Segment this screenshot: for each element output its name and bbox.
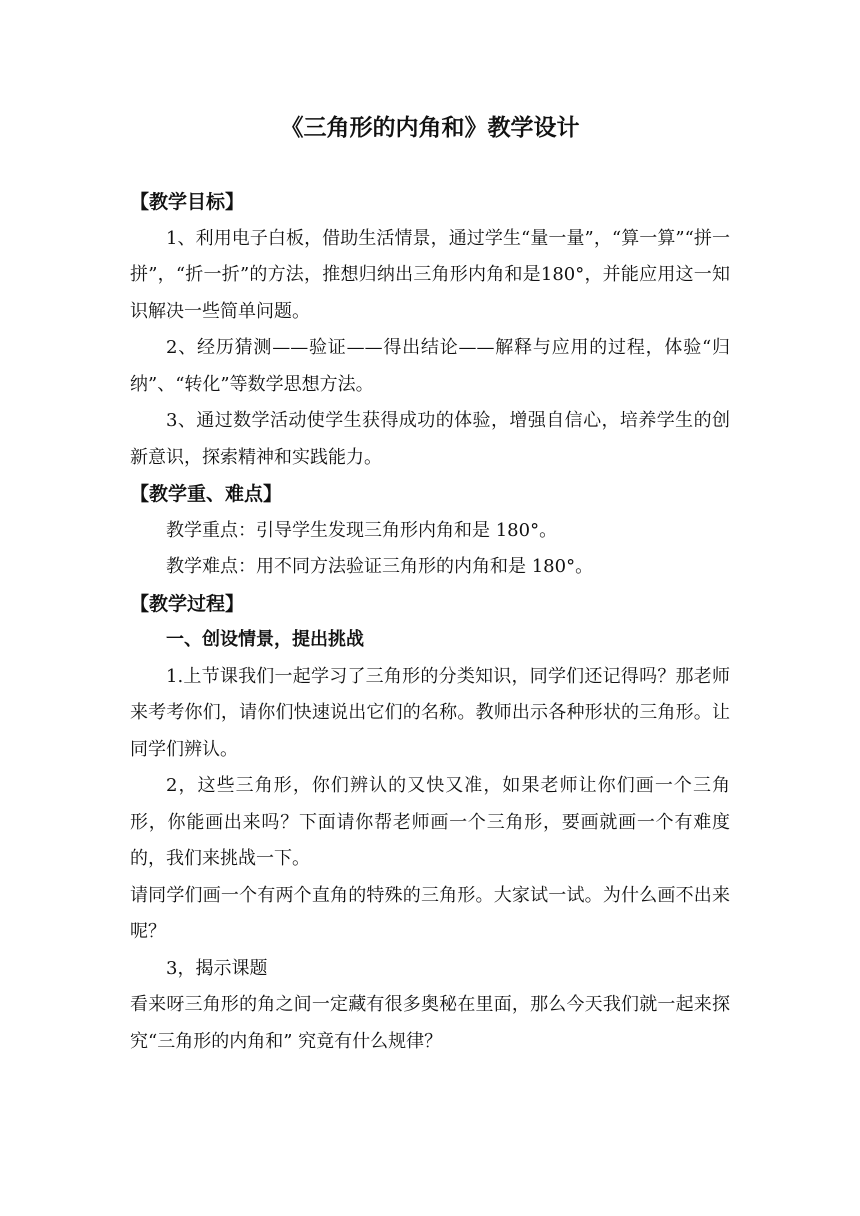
goal-paragraph-3: 3、通过数学活动使学生获得成功的体验，增强自信心，培养学生的创新意识，探索精神和实践能力。 bbox=[130, 410, 730, 468]
section-heading-process: 【教学过程】 bbox=[130, 592, 245, 615]
section-heading-goals: 【教学目标】 bbox=[130, 191, 245, 213]
process-paragraph-5: 看来呀三角形的角之间一定藏有很多奥秘在里面，那么今天我们就一起来探究“三角形的内角和” 究竟有什么规律？ bbox=[130, 994, 730, 1052]
goal-paragraph-1: 1、利用电子白板，借助生活情景，通过学生“量一量”，“算一算”“拼一拼”，“折一折”的方法，推想归纳出三角形内角和是180°，并能应用这一知识解决一些简单问题。 bbox=[130, 227, 730, 322]
process-paragraph-4: 3，揭示课题 bbox=[166, 957, 268, 979]
section-heading-key-points: 【教学重、难点】 bbox=[130, 483, 283, 505]
document-title: 《三角形的内角和》教学设计 bbox=[280, 115, 580, 141]
key-point-paragraph: 教学重点：引导学生发现三角形内角和是 180°。 bbox=[166, 519, 558, 541]
document-body bbox=[130, 184, 730, 1060]
process-paragraph-1: 1.上节课我们一起学习了三角形的分类知识，同学们还记得吗？那老师来考考你们，请你们快速说出它们的名称。教师出示各种形状的三角形。让同学们辨认。 bbox=[130, 665, 730, 760]
process-paragraph-3: 请同学们画一个有两个直角的特殊的三角形。大家试一试。为什么画不出来呢？ bbox=[130, 884, 730, 942]
goal-paragraph-2: 2、经历猜测——验证——得出结论——解释与应用的过程，体验“归纳”、“转化”等数学思想方法。 bbox=[130, 337, 730, 395]
step-1-heading: 一、创设情景，提出挑战 bbox=[166, 629, 364, 650]
process-paragraph-2: 2，这些三角形，你们辨认的又快又准，如果老师让你们画一个三角形，你能画出来吗？下面请你帮老师画一个三角形，要画就画一个有难度的，我们来挑战一下。 bbox=[130, 775, 730, 869]
difficult-point-paragraph: 教学难点：用不同方法验证三角形的内角和是 180°。 bbox=[166, 556, 594, 577]
